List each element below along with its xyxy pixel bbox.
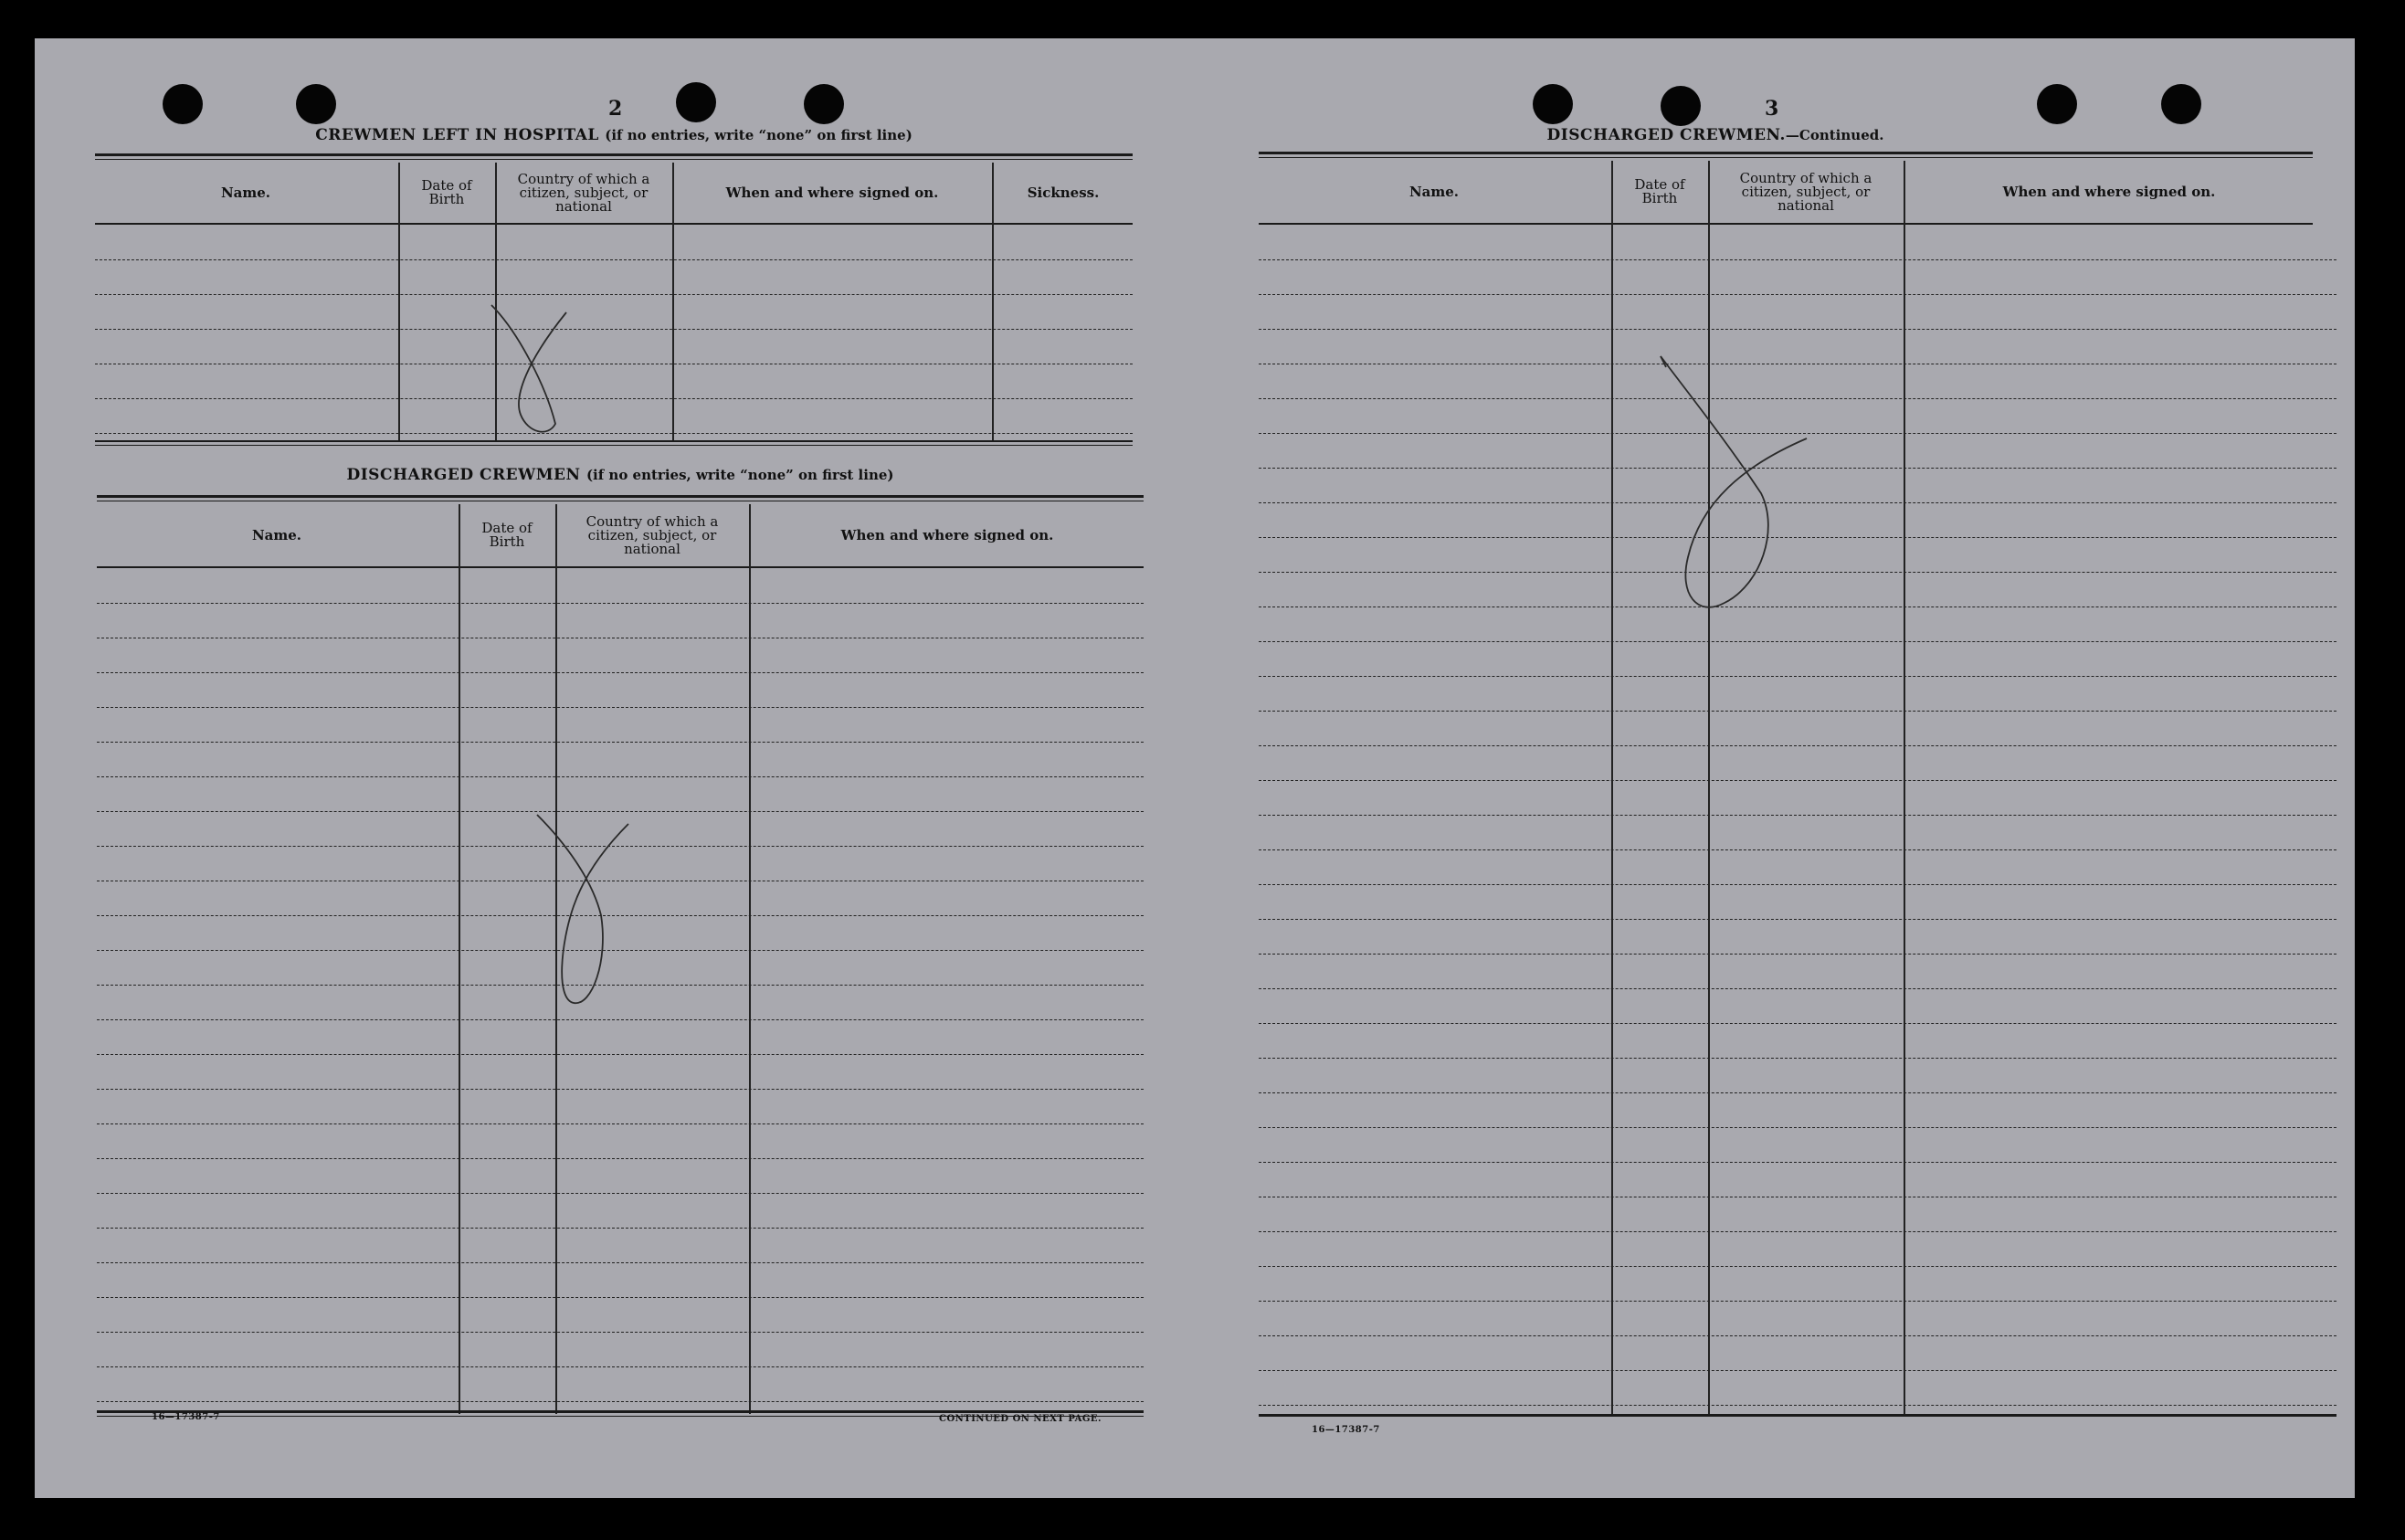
entry-rows xyxy=(97,568,1144,1418)
column-header-text: Date of Birth xyxy=(1634,176,1685,206)
entry-row xyxy=(97,672,1144,673)
column-header-text: Date of Birth xyxy=(421,177,472,207)
entry-row xyxy=(97,811,1144,812)
entry-row xyxy=(1259,1266,2336,1267)
column-header-date-of-birth xyxy=(1613,161,1706,223)
entry-row xyxy=(97,707,1144,708)
document-sheet xyxy=(35,38,2355,1498)
page-number-left: 2 xyxy=(608,97,623,121)
entry-row xyxy=(1259,398,2336,399)
discharged-table-subtitle: (if no entries, write “none” on first line) xyxy=(585,467,894,483)
entry-row xyxy=(97,1332,1144,1333)
column-header-date-of-birth xyxy=(460,504,554,566)
entry-row xyxy=(97,1089,1144,1090)
entry-row xyxy=(1259,1405,2336,1406)
column-header-text: Name. xyxy=(220,184,271,201)
entry-row xyxy=(1259,954,2336,955)
discharged-continued-table-subtitle: —Continued. xyxy=(1785,127,1884,143)
entry-row xyxy=(1259,884,2336,885)
entry-row xyxy=(97,1228,1144,1229)
column-header-text: When and where signed on. xyxy=(725,184,939,201)
entry-row xyxy=(97,1019,1144,1020)
column-header-name xyxy=(95,163,396,223)
top-rule xyxy=(95,159,1133,160)
entry-row xyxy=(1259,676,2336,677)
entry-row xyxy=(97,603,1144,604)
punch-hole xyxy=(2037,84,2077,124)
entry-row xyxy=(1259,641,2336,642)
column-header-text: Country of which a citizen, subject, or national xyxy=(1739,169,1872,214)
entry-row xyxy=(97,1262,1144,1263)
column-header-text: Country of which a citizen, subject, or national xyxy=(585,512,719,557)
entry-row xyxy=(95,294,1133,295)
punch-hole xyxy=(296,84,336,124)
entry-row xyxy=(1259,329,2336,330)
entry-row xyxy=(97,776,1144,777)
bottom-rule xyxy=(97,1410,1144,1413)
discharged-continued-table-title xyxy=(1259,126,2172,144)
entry-rows xyxy=(95,225,1133,444)
column-header-sickness xyxy=(994,163,1133,223)
continued-note: CONTINUED ON NEXT PAGE. xyxy=(939,1414,1102,1424)
entry-row xyxy=(95,329,1133,330)
entry-row xyxy=(97,1401,1144,1402)
entry-row xyxy=(95,259,1133,260)
entry-row xyxy=(95,398,1133,399)
bottom-rule xyxy=(95,440,1133,442)
entry-row xyxy=(1259,502,2336,503)
column-header-text: Sickness. xyxy=(1027,184,1100,201)
punch-hole xyxy=(676,82,716,122)
entry-row xyxy=(1259,780,2336,781)
entry-row xyxy=(97,1193,1144,1194)
entry-row xyxy=(1259,294,2336,295)
form-number-right: 16—17387-7 xyxy=(1312,1425,1380,1435)
top-rule xyxy=(97,495,1144,498)
entry-row xyxy=(97,846,1144,847)
entry-row xyxy=(1259,1092,2336,1093)
form-number-left: 16—17387-7 xyxy=(152,1412,220,1422)
hospital-table-title xyxy=(95,126,1133,144)
entry-row xyxy=(1259,1335,2336,1336)
discharged-table-title xyxy=(97,466,1144,484)
entry-rows xyxy=(1259,225,2336,1421)
top-rule xyxy=(1259,152,2313,154)
entry-row xyxy=(97,915,1144,916)
entry-row xyxy=(1259,572,2336,573)
top-rule xyxy=(95,153,1133,156)
column-header-date-of-birth xyxy=(400,163,493,223)
column-header-text: Name. xyxy=(251,526,302,543)
discharged-table-title-text: DISCHARGED CREWMEN xyxy=(346,466,581,484)
entry-row xyxy=(1259,1162,2336,1163)
column-header-text: When and where signed on. xyxy=(2002,183,2216,200)
page-number-right: 3 xyxy=(1765,97,1779,121)
column-header-country xyxy=(1710,161,1902,223)
entry-row xyxy=(1259,745,2336,746)
entry-row xyxy=(1259,1370,2336,1371)
column-header-text: Date of Birth xyxy=(481,520,533,550)
column-header-name xyxy=(97,504,457,566)
bottom-rule xyxy=(95,445,1133,446)
entry-row xyxy=(1259,1023,2336,1024)
entry-row xyxy=(1259,1301,2336,1302)
punch-hole xyxy=(1661,86,1701,126)
entry-row xyxy=(95,433,1133,434)
hospital-table-subtitle: (if no entries, write “none” on first line) xyxy=(605,127,912,143)
punch-hole xyxy=(2161,84,2201,124)
entry-row xyxy=(97,1297,1144,1298)
discharged-table xyxy=(97,466,1144,1461)
top-rule xyxy=(1259,157,2313,158)
column-header-name xyxy=(1259,161,1609,223)
entry-row xyxy=(1259,259,2336,260)
entry-row xyxy=(97,950,1144,951)
discharged-continued-table xyxy=(1259,126,2336,1460)
column-header-text: Name. xyxy=(1408,183,1460,200)
entry-row xyxy=(97,1158,1144,1159)
column-header-text: Country of which a citizen, subject, or national xyxy=(517,170,650,215)
entry-row xyxy=(1259,815,2336,816)
discharged-continued-table-title-text: DISCHARGED CREWMEN. xyxy=(1546,126,1786,144)
column-header-text: When and where signed on. xyxy=(840,526,1054,543)
entry-row xyxy=(97,1123,1144,1124)
entry-row xyxy=(1259,1127,2336,1128)
bottom-rule xyxy=(1259,1414,2336,1417)
entry-row xyxy=(97,742,1144,743)
entry-row xyxy=(97,1366,1144,1367)
entry-row xyxy=(97,985,1144,986)
entry-row xyxy=(1259,919,2336,920)
entry-row xyxy=(1259,433,2336,434)
punch-hole xyxy=(163,84,203,124)
entry-row xyxy=(1259,1231,2336,1232)
column-header-signed-on xyxy=(1905,161,2313,223)
entry-row xyxy=(1259,468,2336,469)
punch-hole xyxy=(1533,84,1573,124)
entry-row xyxy=(1259,849,2336,850)
hospital-table xyxy=(95,126,1133,482)
entry-row xyxy=(1259,537,2336,538)
entry-row xyxy=(97,1054,1144,1055)
entry-row xyxy=(1259,711,2336,712)
entry-row xyxy=(1259,1058,2336,1059)
punch-hole xyxy=(804,84,844,124)
column-header-signed-on xyxy=(674,163,990,223)
column-header-signed-on xyxy=(751,504,1144,566)
column-header-country xyxy=(497,163,670,223)
column-header-country xyxy=(557,504,747,566)
hospital-table-title-text: CREWMEN LEFT IN HOSPITAL xyxy=(315,126,599,144)
entry-row xyxy=(1259,988,2336,989)
